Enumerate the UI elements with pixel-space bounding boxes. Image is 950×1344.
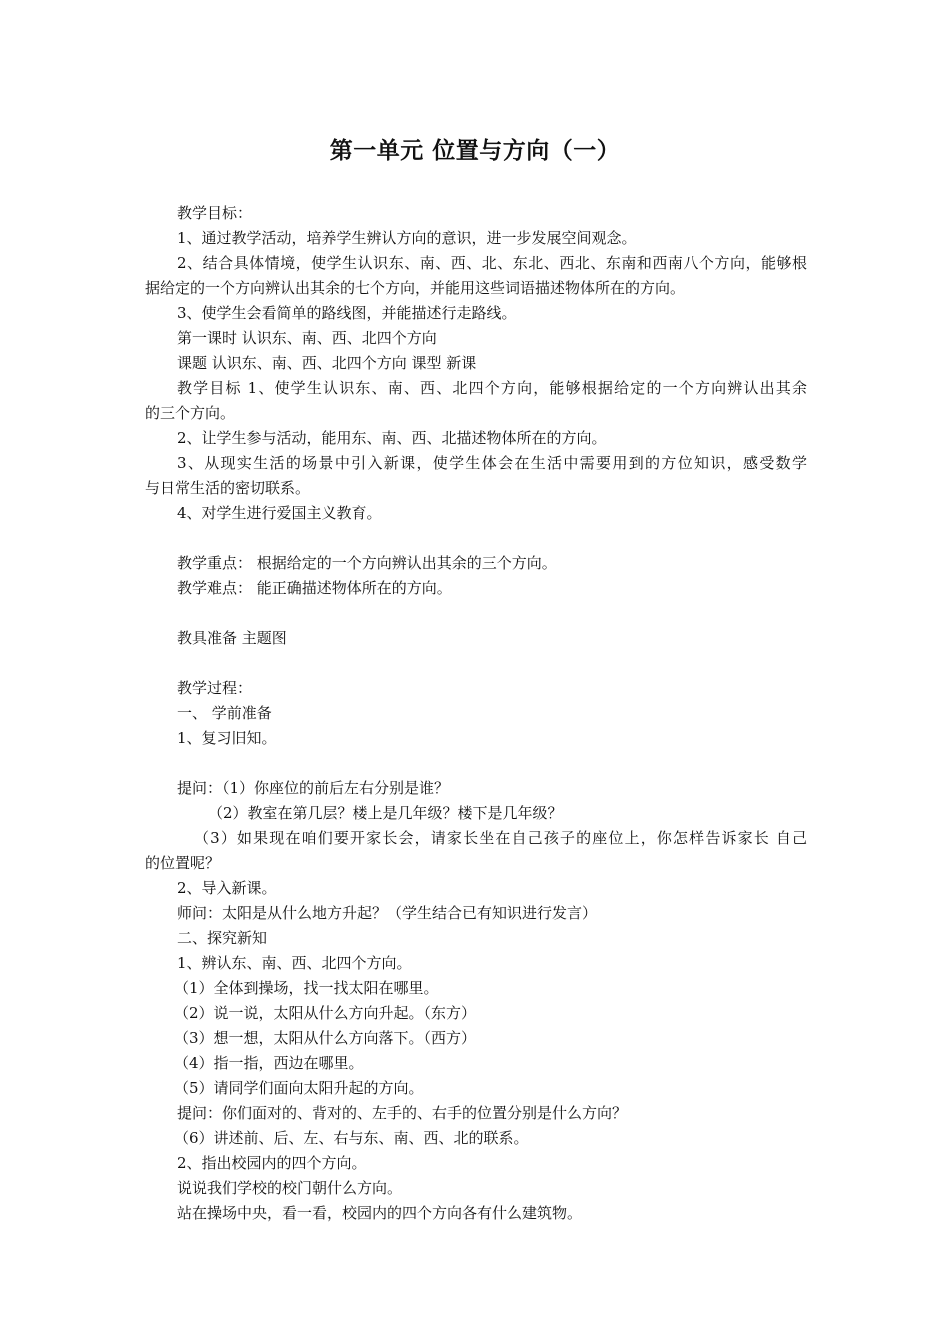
text-line: 提问：你们面对的、背对的、左手的、右手的位置分别是什么方向？ [177,1104,628,1122]
text-line: 教学过程： [177,679,253,697]
text-line: （2）教室在第几层？楼上是几年级？楼下是几年级？ [208,804,563,822]
text-line: 2、结合具体情境，使学生认识东、南、西、北、东北、西北、东南和西南八个方向，能够根 [177,254,807,272]
text-line: 3、使学生会看简单的路线图，并能描述行走路线。 [177,304,517,322]
text-line: 说说我们学校的校门朝什么方向。 [177,1179,403,1197]
text-line: 二、探究新知 [177,929,268,947]
text-line: 1、通过教学活动，培养学生辨认方向的意识，进一步发展空间观念。 [177,229,637,247]
text-line: 的三个方向。 [145,404,236,422]
text-line: （2）说一说，太阳从什么方向升起。（东方） [174,1004,477,1022]
text-line: 教学难点： 能正确描述物体所在的方向。 [177,579,452,597]
text-line: 师问：太阳是从什么地方升起？（学生结合已有知识进行发言） [177,904,598,922]
text-line: 的位置呢？ [145,854,221,872]
text-line: 4、对学生进行爱国主义教育。 [177,504,382,522]
text-line: 一、 学前准备 [177,704,272,722]
text-line: 第一课时 认识东、南、西、北四个方向 [177,329,437,347]
text-line: 2、指出校园内的四个方向。 [177,1154,367,1172]
text-line: （3）想一想，太阳从什么方向落下。（西方） [174,1029,477,1047]
text-line: 教学目标 1、使学生认识东、南、西、北四个方向，能够根据给定的一个方向辨认出其余 [177,379,807,397]
text-line: （4）指一指，西边在哪里。 [174,1054,364,1072]
text-line: （6）讲述前、后、左、右与东、南、西、北的联系。 [174,1129,529,1147]
text-line: 1、辨认东、南、西、北四个方向。 [177,954,412,972]
text-line: 提问：（1）你座位的前后左右分别是谁？ [177,779,450,797]
text-line: 1、复习旧知。 [177,729,277,747]
text-line: （5）请同学们面向太阳升起的方向。 [174,1079,424,1097]
text-line: （3）如果现在咱们要开家长会，请家长坐在自己孩子的座位上，你怎样告诉家长 自己 [194,829,807,847]
text-line: 2、导入新课。 [177,879,277,897]
text-line: 与日常生活的密切联系。 [145,479,311,497]
text-line: 课题 认识东、南、西、北四个方向 课型 新课 [177,354,477,372]
text-line: 教学重点： 根据给定的一个方向辨认出其余的三个方向。 [177,554,557,572]
text-line: 教学目标： [177,204,253,222]
page-title: 第一单元 位置与方向（一） [329,137,621,164]
text-line: （1）全体到操场，找一找太阳在哪里。 [174,979,439,997]
text-line: 教具准备 主题图 [177,629,287,647]
text-line: 站在操场中央，看一看，校园内的四个方向各有什么建筑物。 [177,1204,583,1222]
text-line: 据给定的一个方向辨认出其余的七个方向，并能用这些词语描述物体所在的方向。 [145,279,686,297]
text-line: 2、让学生参与活动，能用东、南、西、北描述物体所在的方向。 [177,429,607,447]
text-line: 3、从现实生活的场景中引入新课，使学生体会在生活中需要用到的方位知识，感受数学 [177,454,807,472]
